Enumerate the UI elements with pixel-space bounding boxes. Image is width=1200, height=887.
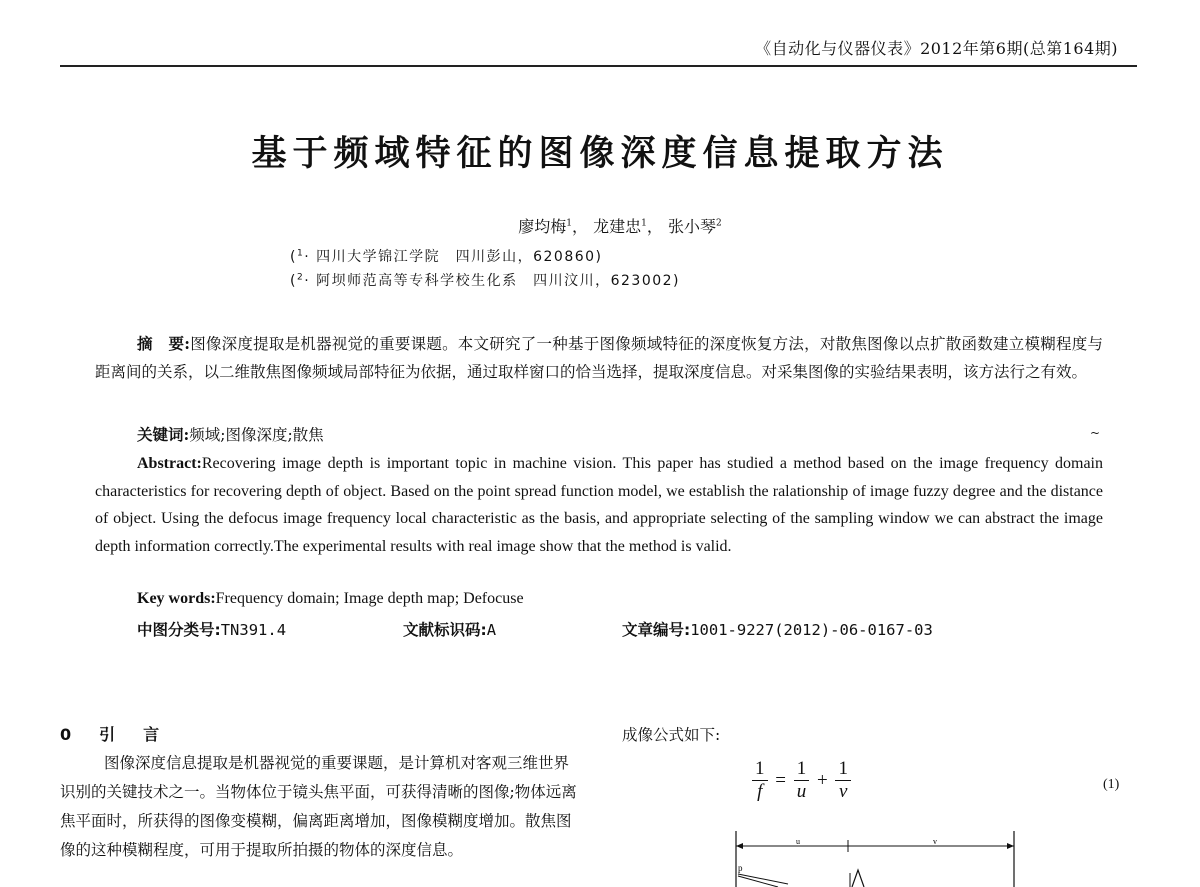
formula-lhs-num: 1 [752,758,768,781]
author-mark: 1 [641,218,647,229]
intro-paragraph [60,749,580,865]
article-id-label: 文章编号: [622,621,691,639]
formula-term-u [794,758,810,803]
keywords-en [137,590,524,608]
abstract-cn-label: 摘 要: [137,334,190,353]
affiliation-text: 阿坝师范高等专科学校生化系 四川汶川，623002) [316,273,681,289]
keywords-cn [137,423,324,445]
optics-diagram [728,828,1028,887]
author-name: 张小琴 [667,217,716,236]
formula-t2-num: 1 [835,758,851,781]
affiliation-2: ($^2$· 阿坝师范高等专科学校生化系 四川汶川，623002) [290,272,681,289]
author-line [0,214,1200,237]
document-code-value: A [486,621,497,639]
clc-number [137,618,286,640]
intro-text: 图像深度信息提取是机器视觉的重要课题，是计算机对客观三维世界识别的关键技术之一。当物体位于镜头焦平面，可获得清晰的图像;物体远离焦平面时，所获得的图像变模糊，偏离距离增加，图像模糊度增加。散焦图像的这种模糊程度，可用于提取所拍摄的物体的深度信息。 [60,754,577,859]
diagram-label-v: v [933,837,937,846]
formula-plus: + [816,769,828,791]
affiliation-text: 四川大学锦江学院 四川彭山，620860) [316,249,603,265]
author-mark: 2 [716,218,722,229]
author-mark: 1 [566,218,573,229]
diagram-arrow-right [1007,843,1014,849]
keywords-cn-text: 频域;图像深度;散焦 [189,426,324,444]
formula-lhs [752,758,768,803]
author-sep: ， [646,217,663,236]
article-id [622,618,933,640]
author-name: 龙建忠 [593,217,642,236]
section-heading: 0 引 言 [60,725,166,744]
keywords-cn-label: 关键词: [137,425,190,444]
formula-t1-num: 1 [794,758,810,781]
journal-header: 《自动化与仪器仪表》2012年第6期(总第164期) [755,39,1118,58]
abstract-en-text: Recovering image depth is important topic in machine vision. This paper has studied a method based on the image frequency domain characteristics for recovering depth of object. Based on the point spread function model, we establish the ralationship of image fuzzy degree and the distance of object. Using the defocus image frequency local characteristic as the basis, and appropriate selecting of the sampling window we can abstract the image depth information correctly.The experimental results with real image show that the method is valid. [95,455,1103,555]
equation-number: (1) [1103,777,1120,792]
author-name: 廖均梅 [518,217,567,236]
keywords-en-label: Key words: [137,590,216,607]
abstract-en-label: Abstract: [137,455,202,472]
header-rule [60,65,1137,67]
diagram-label-p: p [738,863,743,873]
tilde-mark: ~ [1089,426,1100,440]
affiliation-mark: 2 [296,272,305,283]
formula-lhs-den: f [757,781,763,802]
affiliation-1: ($^1$· 四川大学锦江学院 四川彭山，620860) [290,248,603,265]
formula-intro: 成像公式如下: [622,726,721,744]
diagram-arrow-left [736,843,743,849]
author-sep: ， [572,217,589,236]
affiliation-mark: 1 [296,248,305,259]
paper-title: 基于频域特征的图像深度信息提取方法 [251,133,949,174]
abstract-en [95,450,1103,560]
formula-term-v [835,758,851,803]
document-code [403,618,496,640]
document-code-label: 文献标识码: [403,621,487,639]
formula-t2-den: v [838,781,848,802]
clc-label: 中图分类号: [137,621,221,639]
diagram-lens-arrow [852,870,864,887]
clc-value: TN391.4 [220,621,287,639]
article-id-value: 1001-9227(2012)-06-0167-03 [690,621,933,639]
keywords-en-text: Frequency domain; Image depth map; Defocuse [215,590,524,607]
abstract-cn [95,330,1103,386]
lens-formula [752,758,851,803]
formula-equals: = [775,769,786,791]
formula-t1-den: u [796,781,807,802]
diagram-label-u: u [796,837,800,846]
abstract-cn-text: 图像深度提取是机器视觉的重要课题。本文研究了一种基于图像频域特征的深度恢复方法，对散焦图像以点扩散函数建立模糊程度与距离间的关系，以二维散焦图像频域局部特征为依据，通过取样窗口的恰当选择，提取深度信息。对采集图像的实验结果表明，该方法行之有效。 [95,335,1103,381]
